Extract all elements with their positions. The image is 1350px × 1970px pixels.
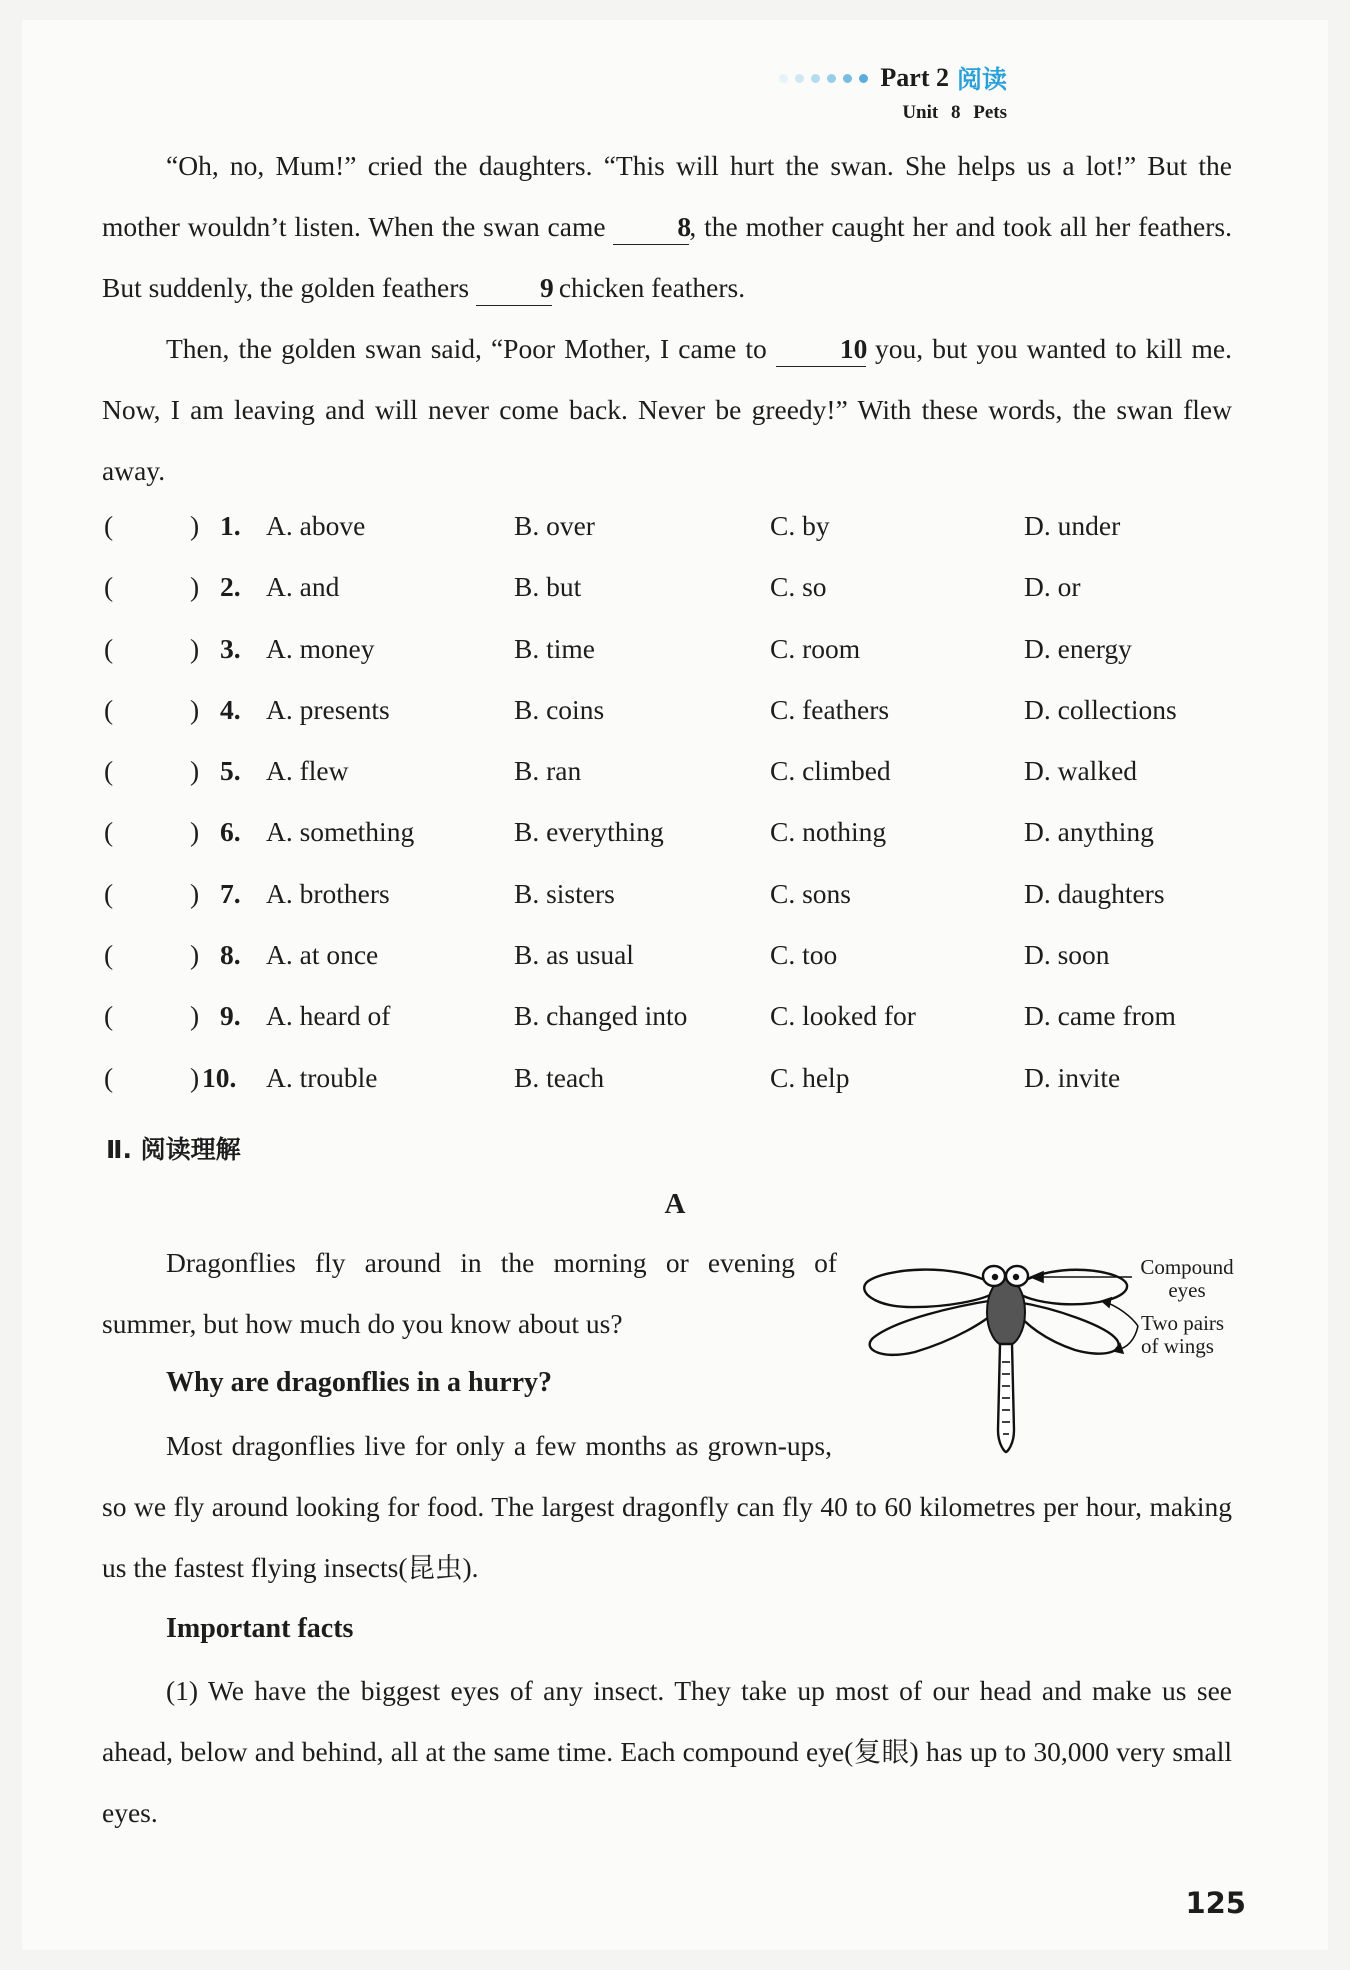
question-number: 4. <box>220 693 241 725</box>
option-d: D. under <box>1024 510 1121 541</box>
answer-paren-open[interactable]: ( <box>104 510 114 541</box>
blank-8: 8 <box>613 210 689 245</box>
option-a: A. heard of <box>266 1000 391 1032</box>
label-line: Compound <box>1140 1255 1234 1279</box>
option-d: D. soon <box>1024 939 1110 971</box>
option-b: B. sisters <box>514 877 615 909</box>
option-c: C. room <box>770 632 861 664</box>
question-number: 5. <box>220 755 241 787</box>
question-row <box>102 878 1252 939</box>
passage-text: , the mother caught her and took all her feathers. But suddenly, the golden feathers <box>102 211 1232 303</box>
passage-text: “Oh, no, Mum!” cried the daughters. “This will hurt the swan. She helps us a lot!” But the mother wouldn’t listen. When the swan came <box>102 150 1232 242</box>
page-number: 125 <box>1185 1886 1246 1920</box>
question-number: 1. <box>220 510 241 541</box>
option-d: D. invite <box>1024 1061 1121 1093</box>
decorative-dots <box>779 74 868 83</box>
option-c: C. help <box>770 1061 850 1093</box>
option-a: A. brothers <box>266 877 390 909</box>
decorative-dot <box>779 74 788 83</box>
passage-paragraph-2 <box>102 318 1232 501</box>
option-b: B. teach <box>514 1061 605 1093</box>
option-b: B. everything <box>514 816 664 848</box>
compound-eyes-label <box>1133 1256 1241 1302</box>
answer-paren-close: ) <box>190 571 200 603</box>
heading-hurry: Why are dragonflies in a hurry? <box>166 1367 553 1398</box>
blank-9: 9 <box>476 271 552 306</box>
option-c: C. too <box>770 939 838 971</box>
answer-paren-open[interactable]: ( <box>104 939 114 971</box>
question-number: 9. <box>220 1000 241 1032</box>
answer-paren-close: ) <box>190 1000 200 1032</box>
option-a: A. trouble <box>266 1061 378 1093</box>
question-row <box>102 939 1252 1000</box>
question-row <box>102 510 1252 571</box>
answer-paren-open[interactable]: ( <box>104 1000 114 1032</box>
option-d: D. collections <box>1024 693 1177 725</box>
option-a: A. and <box>266 571 340 603</box>
topic-label: Pets <box>973 102 1007 123</box>
unit-line <box>779 102 1007 124</box>
decorative-dot <box>843 74 852 83</box>
question-row <box>102 755 1252 816</box>
question-row <box>102 694 1252 755</box>
page-header <box>779 60 1007 124</box>
passage-text: Then, the golden swan said, “Poor Mother, I came to <box>166 333 767 364</box>
decorative-dot <box>859 74 868 83</box>
question-number: 7. <box>220 877 241 909</box>
passage-paragraph-1 <box>102 135 1232 318</box>
answer-paren-open[interactable]: ( <box>104 632 114 664</box>
option-d: D. came from <box>1024 1000 1176 1032</box>
passage-text: chicken feathers. <box>558 272 746 303</box>
answer-paren-open[interactable]: ( <box>104 1061 114 1093</box>
decorative-dot <box>827 74 836 83</box>
question-row <box>102 816 1252 877</box>
option-b: B. changed into <box>514 1000 688 1032</box>
question-row <box>102 1062 1252 1123</box>
answer-paren-close: ) <box>190 939 200 971</box>
option-a: A. something <box>266 816 415 848</box>
question-row <box>102 1000 1252 1061</box>
question-number: 2. <box>220 571 241 603</box>
answer-paren-close: ) <box>190 632 200 664</box>
label-line: of wings <box>1141 1334 1214 1358</box>
dragonfly-figure <box>855 1240 1255 1470</box>
option-b: B. over <box>514 510 595 541</box>
option-a: A. presents <box>266 693 390 725</box>
option-d: D. daughters <box>1024 877 1165 909</box>
option-c: C. so <box>770 571 827 603</box>
option-b: B. time <box>514 632 595 664</box>
option-a: A. above <box>266 510 366 541</box>
question-number: 6. <box>220 816 241 848</box>
question-row <box>102 571 1252 632</box>
paragraph-facts: (1) We have the biggest eyes of any insect. They take up most of our head and make us see ahead, below and behind, all at the same time. Each compound eye(复眼) has up to 30,000 very small eyes. <box>102 1675 1232 1828</box>
option-b: B. but <box>514 571 582 603</box>
question-number: 3. <box>220 632 241 664</box>
eyes-arrowhead <box>1031 1272 1043 1282</box>
two-pairs-wings-label <box>1133 1312 1249 1358</box>
answer-paren-close: ) <box>190 693 200 725</box>
label-line: Two pairs <box>1141 1311 1225 1335</box>
option-a: A. money <box>266 632 375 664</box>
option-d: D. walked <box>1024 755 1138 787</box>
answer-paren-open[interactable]: ( <box>104 693 114 725</box>
option-b: B. ran <box>514 755 582 787</box>
passage-letter: A <box>664 1188 686 1220</box>
answer-paren-close: ) <box>190 510 200 541</box>
option-a: A. flew <box>266 755 349 787</box>
thorax <box>987 1278 1025 1346</box>
heading-facts: Important facts <box>166 1613 354 1644</box>
option-c: C. sons <box>770 877 851 909</box>
answer-paren-close: ) <box>190 755 200 787</box>
option-d: D. energy <box>1024 632 1132 664</box>
passage-text: you, but you wanted to kill me. Now, I am leaving and will never come back. Never be greedy!” With these words, the swan flew away. <box>102 333 1232 486</box>
answer-paren-open[interactable]: ( <box>104 877 114 909</box>
decorative-dot <box>795 74 804 83</box>
decorative-dot <box>811 74 820 83</box>
answer-paren-open[interactable]: ( <box>104 571 114 603</box>
option-d: D. or <box>1024 571 1081 603</box>
section-title: Ⅱ. 阅读理解 <box>106 1135 241 1164</box>
option-c: C. nothing <box>770 816 887 848</box>
answer-paren-open[interactable]: ( <box>104 816 114 848</box>
label-line: eyes <box>1168 1278 1206 1302</box>
option-c: C. climbed <box>770 755 891 787</box>
part-label: Part 2 <box>880 63 949 92</box>
section-title-cn: 阅读 <box>956 65 1007 94</box>
blank-10: 10 <box>776 332 866 367</box>
answer-paren-close: ) <box>190 877 200 909</box>
question-number: 10. <box>202 1061 237 1093</box>
option-c: C. feathers <box>770 693 890 725</box>
right-hindwing <box>1015 1302 1119 1354</box>
left-forewing <box>864 1270 995 1307</box>
paragraph-text: Most dragonflies live for only a few months as grown-ups, so we fly around looking for food. The largest dragonfly can fly 40 to 60 kilometres per hour, making us the fastest flying insects(昆虫). <box>102 1430 1232 1583</box>
question-number: 8. <box>220 939 241 971</box>
option-a: A. at once <box>266 939 379 971</box>
option-c: C. looked for <box>770 1000 916 1032</box>
option-b: B. coins <box>514 693 605 725</box>
answer-paren-close: ) <box>190 1061 200 1093</box>
question-row <box>102 633 1252 694</box>
option-b: B. as usual <box>514 939 634 971</box>
answer-paren-open[interactable]: ( <box>104 755 114 787</box>
answer-paren-close: ) <box>190 816 200 848</box>
left-hindwing <box>870 1300 997 1355</box>
options-list <box>102 510 1252 1123</box>
intro-paragraph: Dragonflies fly around in the morning or evening of summer, but how much do you know about us? <box>102 1247 837 1339</box>
option-c: C. by <box>770 510 830 541</box>
option-d: D. anything <box>1024 816 1154 848</box>
unit-label: Unit 8 <box>902 102 961 123</box>
